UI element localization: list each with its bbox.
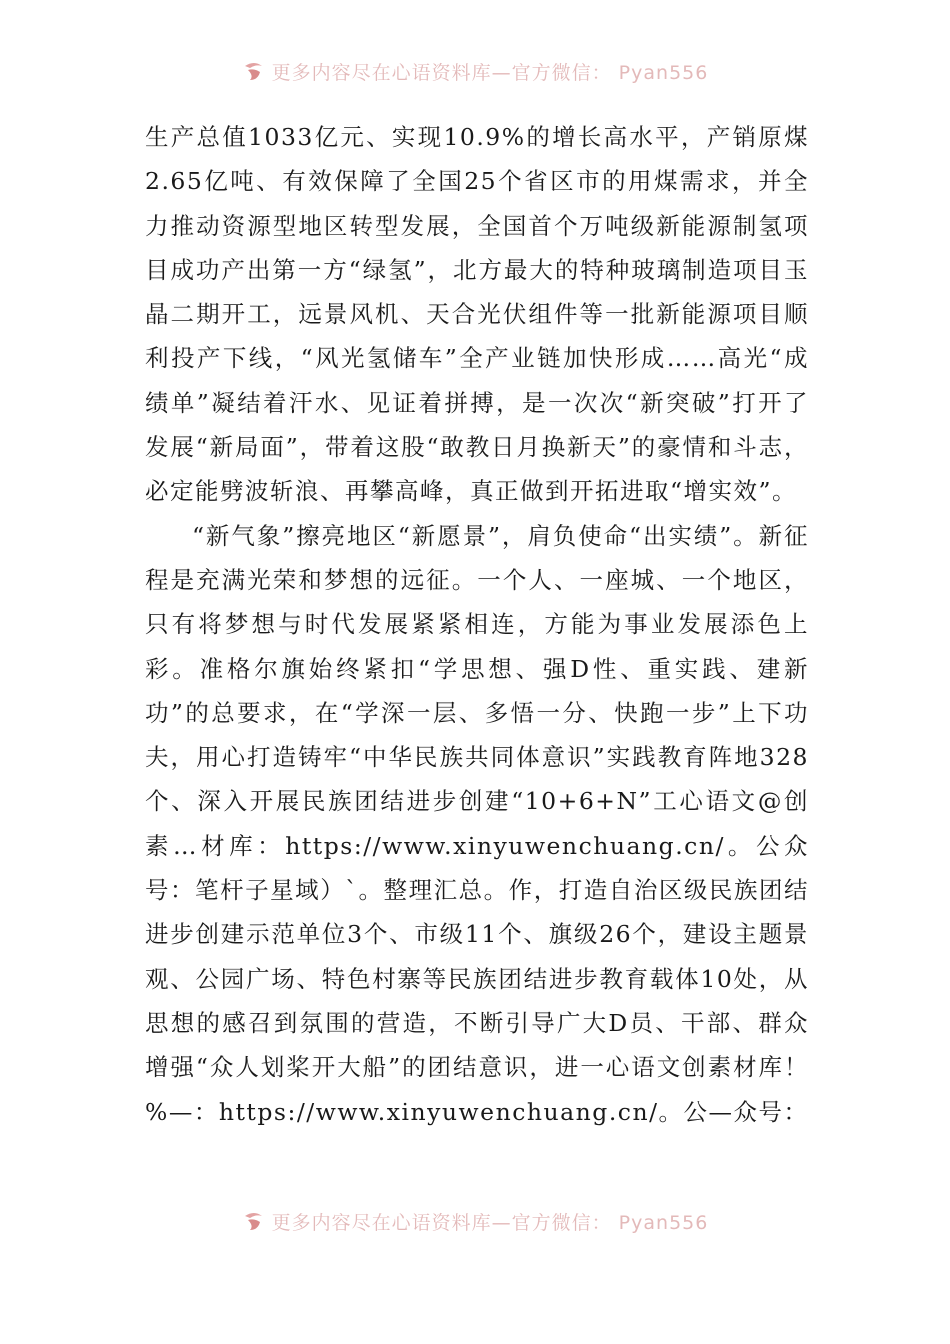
footer-watermark (0, 1206, 950, 1236)
watermark-text: 更多内容尽在心语资料库—官方微信： Pyan556 (271, 61, 709, 84)
document-body (145, 115, 809, 1134)
watermark-logo-icon (242, 1210, 266, 1232)
paragraph-1: 生产总值1033亿元、实现10.9%的增长高水平，产销原煤2.65亿吨、有效保障了全国25个省区市的用煤需求，并全力推动资源型地区转型发展，全国首个万吨级新能源制氢项目成功产出第一方“绿氢”，北方最大的特种玻璃制造项目玉晶二期开工，远景风机、天合光伏组件等一批新能源项目顺利投产下线，“风光氢储车”全产业链加快形成……高光“成绩单”凝结着汗水、见证着拼搏，是一次次“新突破”打开了发展“新局面”，带着这股“敢教日月换新天”的豪情和斗志，必定能劈波斩浪、再攀高峰，真正做到开拓进取“增实效”。 (145, 123, 809, 506)
paragraph-2: “新气象”擦亮地区“新愿景”，肩负使命“出实绩”。新征程是充满光荣和梦想的远征。一个人、一座城、一个地区，只有将梦想与时代发展紧紧相连，方能为事业发展添色上彩。准格尔旗始终紧扣“学思想、强D性、重实践、建新功”的总要求，在“学深一层、多悟一分、快跑一步”上下功夫，用心打造铸牢“中华民族共同体意识”实践教育阵地328个、深入开展民族团结进步创建“10+6+N”工心语文@创素…材库：https://www.xinyuwenchuang.cn/。公众号：笔杆子星域）`。整理汇总。作，打造自治区级民族团结进步创建示范单位3个、市级11个、旗级26个，建设主题景观、公园广场、特色村寨等民族团结进步教育载体10处，从思想的感召到氛围的营造，不断引导广大D员、干部、群众增强“众人划桨开大船”的团结意识，进一心语文创素材库！%—：https://www.xinyuwenchuang.cn/。公—众号： (145, 521, 809, 1126)
header-watermark (0, 56, 950, 86)
watermark-logo-icon (242, 60, 266, 82)
watermark-text: 更多内容尽在心语资料库—官方微信： Pyan556 (271, 1211, 709, 1234)
